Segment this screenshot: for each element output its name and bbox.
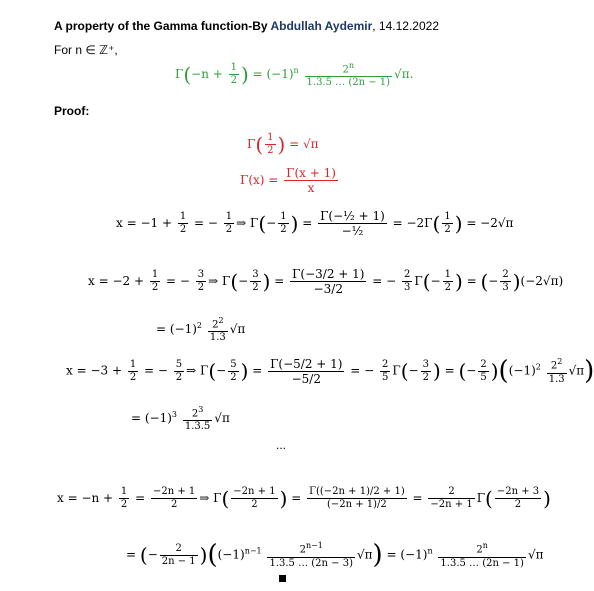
document-title: A property of the Gamma function-By [54, 19, 271, 33]
theorem-equation: Γ(−n + $\frac{1}{2}$ ) = $(-1)^n$ $\frac{2^n}{1.3.5 \dots (2n - 1)}$ √π. [175, 61, 414, 89]
proof-label: Proof: [54, 104, 90, 118]
general-step-equation: x = −n + $\frac{1}{2}$ = $\frac{-2n + 1}{2}$ ⇒ Γ( $\frac{-2n + 1}{2}$ ) = $\frac{\Gamma((-2n + 1)/2 + 1)}{(-2n + 1)/2}$ = $\frac{2}{-2n + 1}$ Γ( $\frac{-2n + 3}{2}$ ) [57, 486, 551, 511]
qed-square [279, 575, 286, 582]
step-two-equation: x = −2 + $\frac{1}{2}$ = − $\frac{3}{2}$ ⇒ Γ(− $\frac{3}{2}$ ) = $\frac{\Gamma(-3/2 + 1)}{-3/2}$ = − $\frac{2}{3}$ Γ(− $\frac{1}{2}$ ) = (− $\frac{2}{3}$ )(−2√π) [88, 267, 564, 296]
document-date: , 14.12.2022 [372, 19, 439, 33]
step-three-equation: x = −3 + $\frac{1}{2}$ = − $\frac{5}{2}$ ⇒ Γ(− $\frac{5}{2}$ ) = $\frac{\Gamma(-5/2 + 1)}{-5/2}$ = − $\frac{2}{5}$ Γ(− $\frac{3}{2}$ ) = (− $\frac{2}{5}$ )($(-1)^2$ $\frac{2^2}{1.3}$ √π) [66, 356, 594, 386]
author-name: Abdullah Aydemir [270, 19, 373, 33]
intro-line: For n ∈ ℤ⁺, [54, 43, 118, 57]
gamma-recurrence-equation: Γ(x) = $\frac{\Gamma(x + 1)}{x}$ [240, 166, 336, 195]
step-two-result: = $(-1)^2$ $\frac{2^2}{1.3}$ √π [156, 316, 246, 344]
general-step-result: = (− $\frac{2}{2n - 1}$ )($(-1)^{n-1}$ $\frac{2^{n-1}}{1.3.5 \dots (2n - 3)}$ $√\pi) = (-1)^n$ $\frac{2^n}{1.3.5 \dots (2n - 1)}$ √π [126, 540, 544, 570]
step-one-equation: x = −1 + $\frac{1}{2}$ = − $\frac{1}{2}$ ⇒ Γ(− $\frac{1}{2}$ ) = $\frac{\text{Γ(−½ + 1)}}{\text{−½}}$ = −2Γ( $\frac{1}{2}$ ) = −2√π [116, 209, 514, 238]
step-three-result: = $(-1)^3$ $\frac{2^3}{1.3.5}$ √π [131, 405, 230, 433]
gamma-half-equation: Γ( $\frac{1}{2}$ ) = √π [247, 132, 319, 157]
ellipsis: ... [276, 438, 287, 452]
document-header [54, 19, 439, 33]
